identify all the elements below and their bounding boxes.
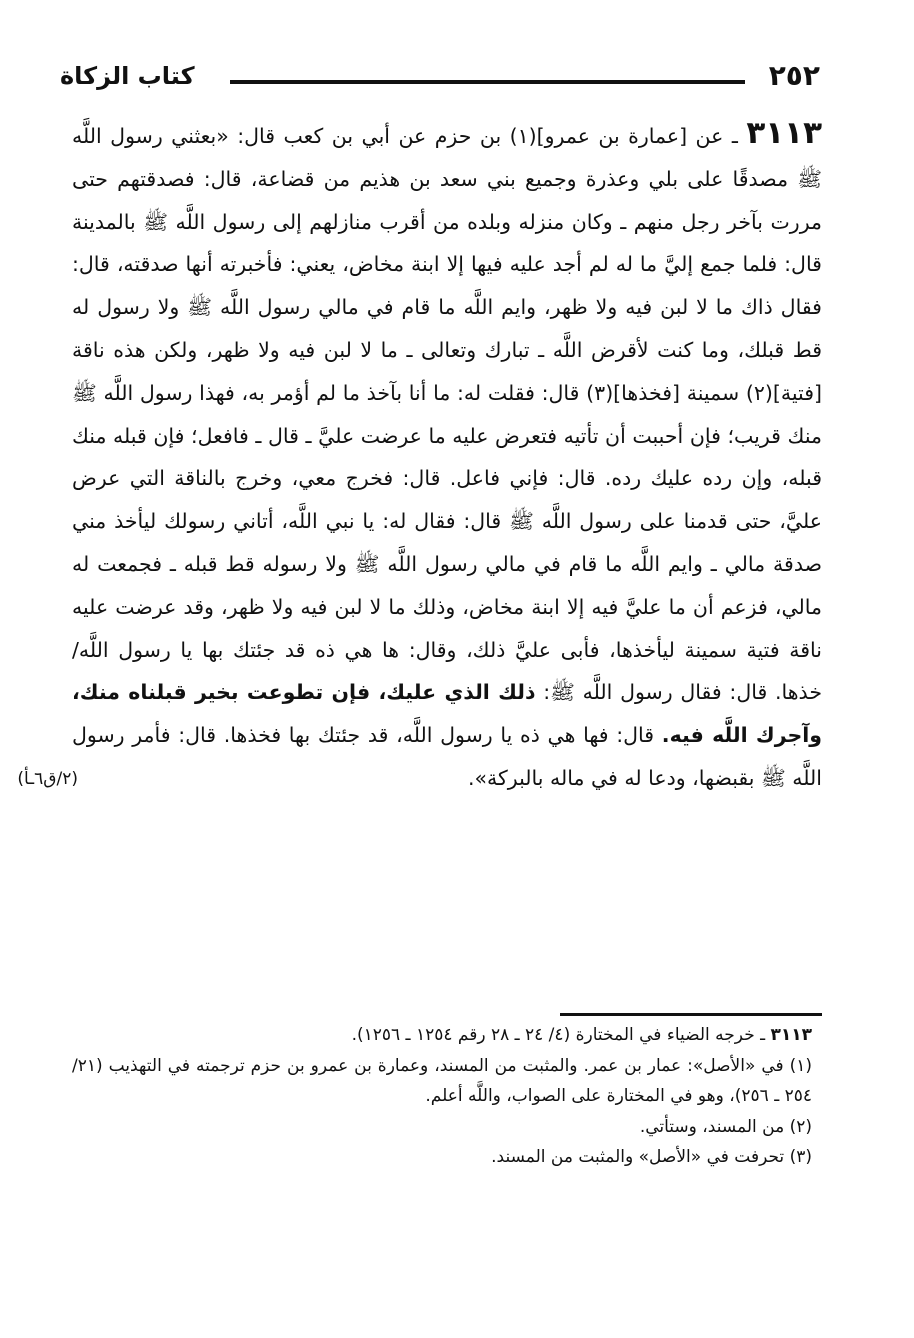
footnote-source xyxy=(72,1020,812,1051)
footnote-3-marker: (٣) xyxy=(789,1147,812,1167)
footnotes xyxy=(72,1020,812,1173)
book-title: كتاب الزكاة xyxy=(60,62,195,90)
header-rule xyxy=(230,80,745,84)
footnote-1-marker: (١) xyxy=(789,1055,812,1076)
footnote-2-text: من المسند، وستأتي. xyxy=(639,1116,790,1137)
hadith-prophetic-saying: ذلك الذي عليك، فإن تطوعت بخير قبلناه منك، وآجرك اللَّه فيه. xyxy=(72,680,822,748)
hadith-body-start: ـ عن [عمارة بن عمرو](١) بن حزم عن أبي بن كعب قال: «بعثني رسول اللَّه ﷺ مصدقًا على بلي وعذرة وجميع بني سعد بن هذيم من قضاعة، قال: فصدقتهم حتى مررت بآخر رجل منهم ـ وكان منزله وبلده من أقرب منازلهم إلى رسول اللَّه ﷺ بالمدينة قال: فلما جمع إليَّ ما له لم أجد عليه فيها إلا ابنة مخاض، يعني: فأخبرته أنها صدقته، قال: فقال ذاك ما لا لبن فيه ولا ظهر، وايم اللَّه ما قام في مالي رسول اللَّه ﷺ ولا رسول له قط قبلك، وما كنت لأقرض اللَّه ـ تبارك وتعالى ـ ما لا لبن فيه ولا ظهر، ولكن هذه ناقة [فتية](٢) سمينة [فخذها](٣) قال: فقلت له: ما أنا بآخذ ما لم أؤمر به، فهذا رسول اللَّه ﷺ منك قريب؛ فإن أحببت أن تأتيه فتعرض عليه ما عرضت عليَّ ـ قال ـ فافعل؛ فإن قبله منك قبله، وإن رده عليك رده. قال: فإني فاعل. قال: فخرج معي، وخرج بالناقة التي عرض عليَّ، حتى قدمنا على رسول اللَّه ﷺ قال: فقال له: يا نبي اللَّه، أتاني رسولك ليأخذ مني صدقة مالي ـ وايم اللَّه ما قام في مالي رسول اللَّه ﷺ ولا رسوله قط قبله ـ فجمعت له مالي، فزعم أن ما عليَّ فيه إلا ابنة مخاض، وذلك ما لا لبن فيه ولا ظهر، وقد عرضت عليه ناقة فتية سمينة ليأخذها، فأبى عليَّ ذلك، وقال: ها هي ذه قد جئتك بها يا رسول اللَّه/ خذها. قال: فقال رسول اللَّه ﷺ: xyxy=(72,124,822,705)
footnote-source-text: ـ خرجه الضياء في المختارة (٤/ ٢٤ ـ ٢٨ رقم ١٢٥٤ ـ ١٢٥٦). xyxy=(351,1025,771,1045)
footnote-3-text: تحرفت في «الأصل» والمثبت من المسند. xyxy=(491,1147,790,1167)
footnote-2-marker: (٢) xyxy=(789,1116,812,1137)
footnote-2 xyxy=(72,1112,812,1143)
footnote-3 xyxy=(72,1142,812,1173)
hadith-number: ٣١١٣ xyxy=(746,115,822,151)
page-header xyxy=(60,58,820,98)
manuscript-folio-note: (٢/ق٦ـأ) xyxy=(17,769,78,789)
page-number: ٢٥٢ xyxy=(768,59,820,92)
hadith-text xyxy=(72,112,822,800)
hadith-body-end: قال: فها هي ذه يا رسول اللَّه، قد جئتك بها فخذها. قال: فأمر رسول اللَّه ﷺ بقبضها، ودعا له في ماله بالبركة». xyxy=(72,723,822,790)
footnote-1 xyxy=(72,1051,812,1112)
footnote-source-number: ٣١١٣ xyxy=(770,1025,812,1045)
footnote-rule xyxy=(560,1013,822,1016)
footnote-1-text: في «الأصل»: عمار بن عمر. والمثبت من المسند، وعمارة بن عمرو بن حزم ترجمته في التهذيب (٢١/ ٢٥٤ ـ ٢٥٦)، وهو في المختارة على الصواب، واللَّه أعلم. xyxy=(72,1055,812,1106)
